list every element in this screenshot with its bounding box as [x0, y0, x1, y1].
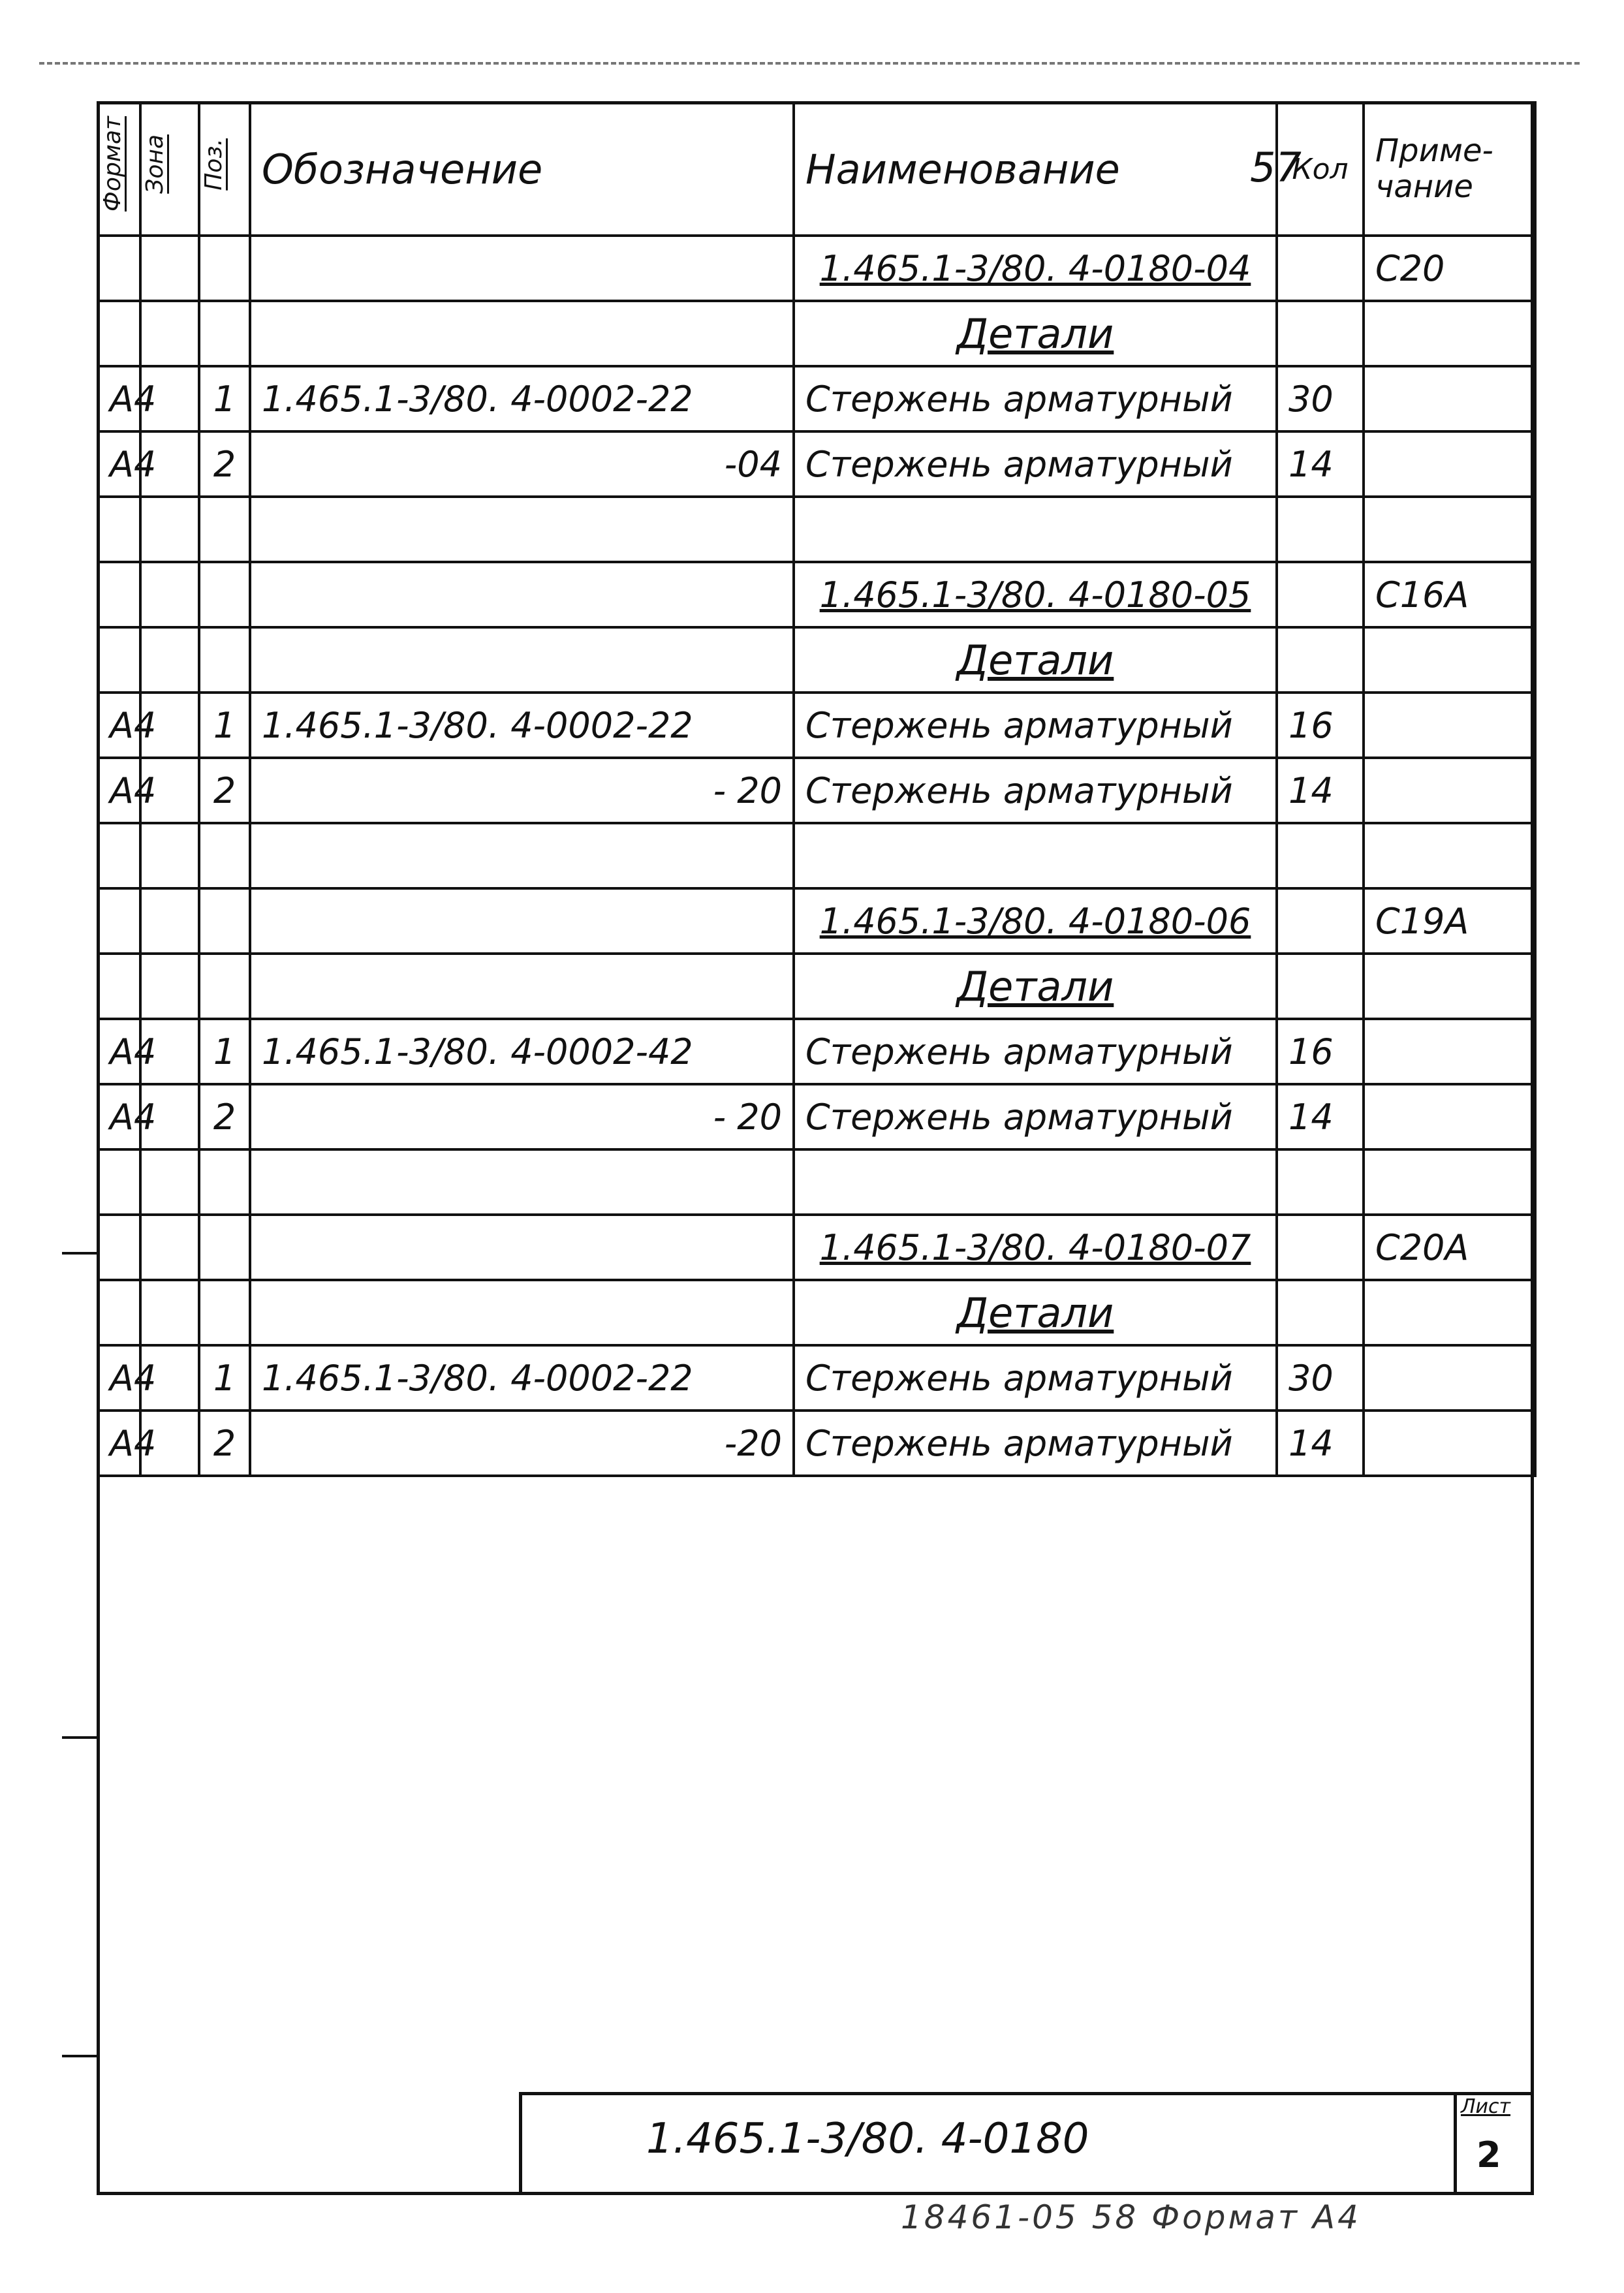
cell-format [98, 562, 140, 627]
cell-format [98, 1215, 140, 1280]
cell-note [1364, 758, 1535, 823]
margin-tick [62, 1736, 98, 1739]
cell-format: А4 [98, 1411, 140, 1476]
cell-qty: 14 [1277, 758, 1364, 823]
cell-designation [250, 562, 794, 627]
cell-note [1364, 1411, 1535, 1476]
cell-designation [250, 236, 794, 301]
header-pos: Поз. [199, 102, 250, 236]
cell-qty [1277, 627, 1364, 693]
table-row [98, 1280, 1535, 1345]
cell-designation [250, 1280, 794, 1345]
cell-name: Стержень арматурный [794, 1084, 1277, 1149]
cell-designation [250, 888, 794, 954]
cell-pos: 1 [199, 1345, 250, 1411]
cell-zone [140, 1280, 199, 1345]
cell-pos [199, 236, 250, 301]
cell-designation [250, 823, 794, 888]
table-row [98, 1411, 1535, 1476]
cell-format: А4 [98, 693, 140, 758]
cell-name: Стержень арматурный [794, 693, 1277, 758]
cell-designation: 1.465.1-3/80. 4-0002-42 [250, 1019, 794, 1084]
cell-note: С20 [1364, 236, 1535, 301]
cell-name: Детали [794, 1280, 1277, 1345]
header-name: Наименование [794, 102, 1277, 236]
cell-zone [140, 562, 199, 627]
cell-qty: 14 [1277, 1411, 1364, 1476]
cell-qty [1277, 1215, 1364, 1280]
cell-name: 1.465.1-3/80. 4-0180-04 [794, 236, 1277, 301]
cell-note [1364, 1149, 1535, 1215]
cell-designation [250, 1215, 794, 1280]
cell-designation: -20 [250, 1411, 794, 1476]
cell-note [1364, 1084, 1535, 1149]
cell-qty [1277, 301, 1364, 366]
cell-note [1364, 301, 1535, 366]
cell-zone [140, 888, 199, 954]
cell-pos: 1 [199, 1019, 250, 1084]
cell-qty [1277, 497, 1364, 562]
table-row [98, 693, 1535, 758]
cell-format: А4 [98, 431, 140, 497]
cell-qty [1277, 888, 1364, 954]
cell-pos [199, 1215, 250, 1280]
cell-pos [199, 562, 250, 627]
cell-qty: 16 [1277, 693, 1364, 758]
table-row [98, 888, 1535, 954]
cell-pos [199, 1149, 250, 1215]
cell-name: Стержень арматурный [794, 1345, 1277, 1411]
cell-note: С19А [1364, 888, 1535, 954]
cell-pos [199, 301, 250, 366]
sheet-box [1454, 2095, 1531, 2192]
table-row [98, 562, 1535, 627]
cell-qty [1277, 1280, 1364, 1345]
title-block [519, 2092, 1534, 2195]
cell-pos: 1 [199, 366, 250, 431]
top-dashed-rule [39, 62, 1580, 65]
cell-name: Детали [794, 301, 1277, 366]
specification-table [97, 101, 1537, 1477]
cell-pos [199, 954, 250, 1019]
table-row [98, 1345, 1535, 1411]
cell-note: С20А [1364, 1215, 1535, 1280]
cell-pos [199, 1280, 250, 1345]
cell-qty: 16 [1277, 1019, 1364, 1084]
cell-format: А4 [98, 1084, 140, 1149]
cell-note: С16А [1364, 562, 1535, 627]
cell-format [98, 497, 140, 562]
cell-format: А4 [98, 1345, 140, 1411]
table-row [98, 627, 1535, 693]
cell-designation: 1.465.1-3/80. 4-0002-22 [250, 366, 794, 431]
table-row [98, 236, 1535, 301]
cell-format [98, 954, 140, 1019]
header-zone: Зона [140, 102, 199, 236]
table-row [98, 1149, 1535, 1215]
cell-note [1364, 1019, 1535, 1084]
header-qty: Кол [1277, 102, 1364, 236]
cell-format [98, 627, 140, 693]
table-row [98, 1019, 1535, 1084]
cell-note [1364, 497, 1535, 562]
table-row [98, 366, 1535, 431]
cell-format [98, 1280, 140, 1345]
cell-zone [140, 954, 199, 1019]
cell-note [1364, 954, 1535, 1019]
cell-pos [199, 888, 250, 954]
cell-pos: 2 [199, 758, 250, 823]
cell-designation: - 20 [250, 1084, 794, 1149]
cell-qty: 30 [1277, 1345, 1364, 1411]
cell-name: 1.465.1-3/80. 4-0180-05 [794, 562, 1277, 627]
cell-zone [140, 1215, 199, 1280]
cell-note [1364, 366, 1535, 431]
cell-qty [1277, 236, 1364, 301]
cell-designation [250, 627, 794, 693]
cell-pos [199, 823, 250, 888]
cell-format: А4 [98, 758, 140, 823]
margin-tick [62, 1252, 98, 1255]
cell-pos: 2 [199, 431, 250, 497]
table-row [98, 954, 1535, 1019]
cell-name [794, 1149, 1277, 1215]
cell-format: А4 [98, 366, 140, 431]
cell-pos: 2 [199, 1411, 250, 1476]
cell-name: Детали [794, 954, 1277, 1019]
cell-name: Стержень арматурный [794, 758, 1277, 823]
cell-name [794, 497, 1277, 562]
cell-note [1364, 431, 1535, 497]
cell-name: 1.465.1-3/80. 4-0180-06 [794, 888, 1277, 954]
cell-note [1364, 627, 1535, 693]
cell-qty [1277, 1149, 1364, 1215]
page-stamp: 57 [1250, 144, 1302, 191]
cell-format: А4 [98, 1019, 140, 1084]
cell-name [794, 823, 1277, 888]
cell-qty [1277, 562, 1364, 627]
table-row [98, 823, 1535, 888]
table-row [98, 301, 1535, 366]
cell-designation [250, 497, 794, 562]
cell-designation [250, 301, 794, 366]
cell-designation: - 20 [250, 758, 794, 823]
cell-format [98, 888, 140, 954]
sheet-number: 2 [1476, 2134, 1501, 2176]
cell-zone [140, 627, 199, 693]
table-row [98, 1215, 1535, 1280]
cell-zone [140, 1149, 199, 1215]
cell-format [98, 301, 140, 366]
cell-pos [199, 497, 250, 562]
cell-note [1364, 693, 1535, 758]
cell-qty: 14 [1277, 1084, 1364, 1149]
header-designation: Обозначение [250, 102, 794, 236]
cell-zone [140, 823, 199, 888]
cell-name: Детали [794, 627, 1277, 693]
cell-name: Стержень арматурный [794, 366, 1277, 431]
cell-designation: -04 [250, 431, 794, 497]
table-row [98, 758, 1535, 823]
cell-qty: 14 [1277, 431, 1364, 497]
sheet-label: Лист [1461, 2095, 1511, 2118]
cell-name: Стержень арматурный [794, 1019, 1277, 1084]
margin-tick [62, 2055, 98, 2057]
footer-text: 18461-05 58 Формат А4 [901, 2198, 1361, 2236]
cell-note [1364, 1345, 1535, 1411]
cell-qty: 30 [1277, 366, 1364, 431]
cell-pos: 2 [199, 1084, 250, 1149]
cell-name: Стержень арматурный [794, 1411, 1277, 1476]
cell-qty [1277, 954, 1364, 1019]
cell-designation [250, 954, 794, 1019]
cell-format [98, 236, 140, 301]
cell-note [1364, 823, 1535, 888]
header-note: Приме- чание [1364, 102, 1535, 236]
cell-designation [250, 1149, 794, 1215]
cell-note [1364, 1280, 1535, 1345]
cell-name: Стержень арматурный [794, 431, 1277, 497]
document-code: 1.465.1-3/80. 4-0180 [646, 2115, 1089, 2163]
header-format: Формат [98, 102, 140, 236]
table-row [98, 497, 1535, 562]
cell-qty [1277, 823, 1364, 888]
cell-designation: 1.465.1-3/80. 4-0002-22 [250, 1345, 794, 1411]
cell-zone [140, 301, 199, 366]
table-row [98, 431, 1535, 497]
cell-name: 1.465.1-3/80. 4-0180-07 [794, 1215, 1277, 1280]
table-header-row [98, 102, 1535, 236]
cell-format [98, 823, 140, 888]
table-row [98, 1084, 1535, 1149]
cell-zone [140, 497, 199, 562]
cell-designation: 1.465.1-3/80. 4-0002-22 [250, 693, 794, 758]
cell-format [98, 1149, 140, 1215]
cell-zone [140, 236, 199, 301]
cell-pos: 1 [199, 693, 250, 758]
cell-pos [199, 627, 250, 693]
